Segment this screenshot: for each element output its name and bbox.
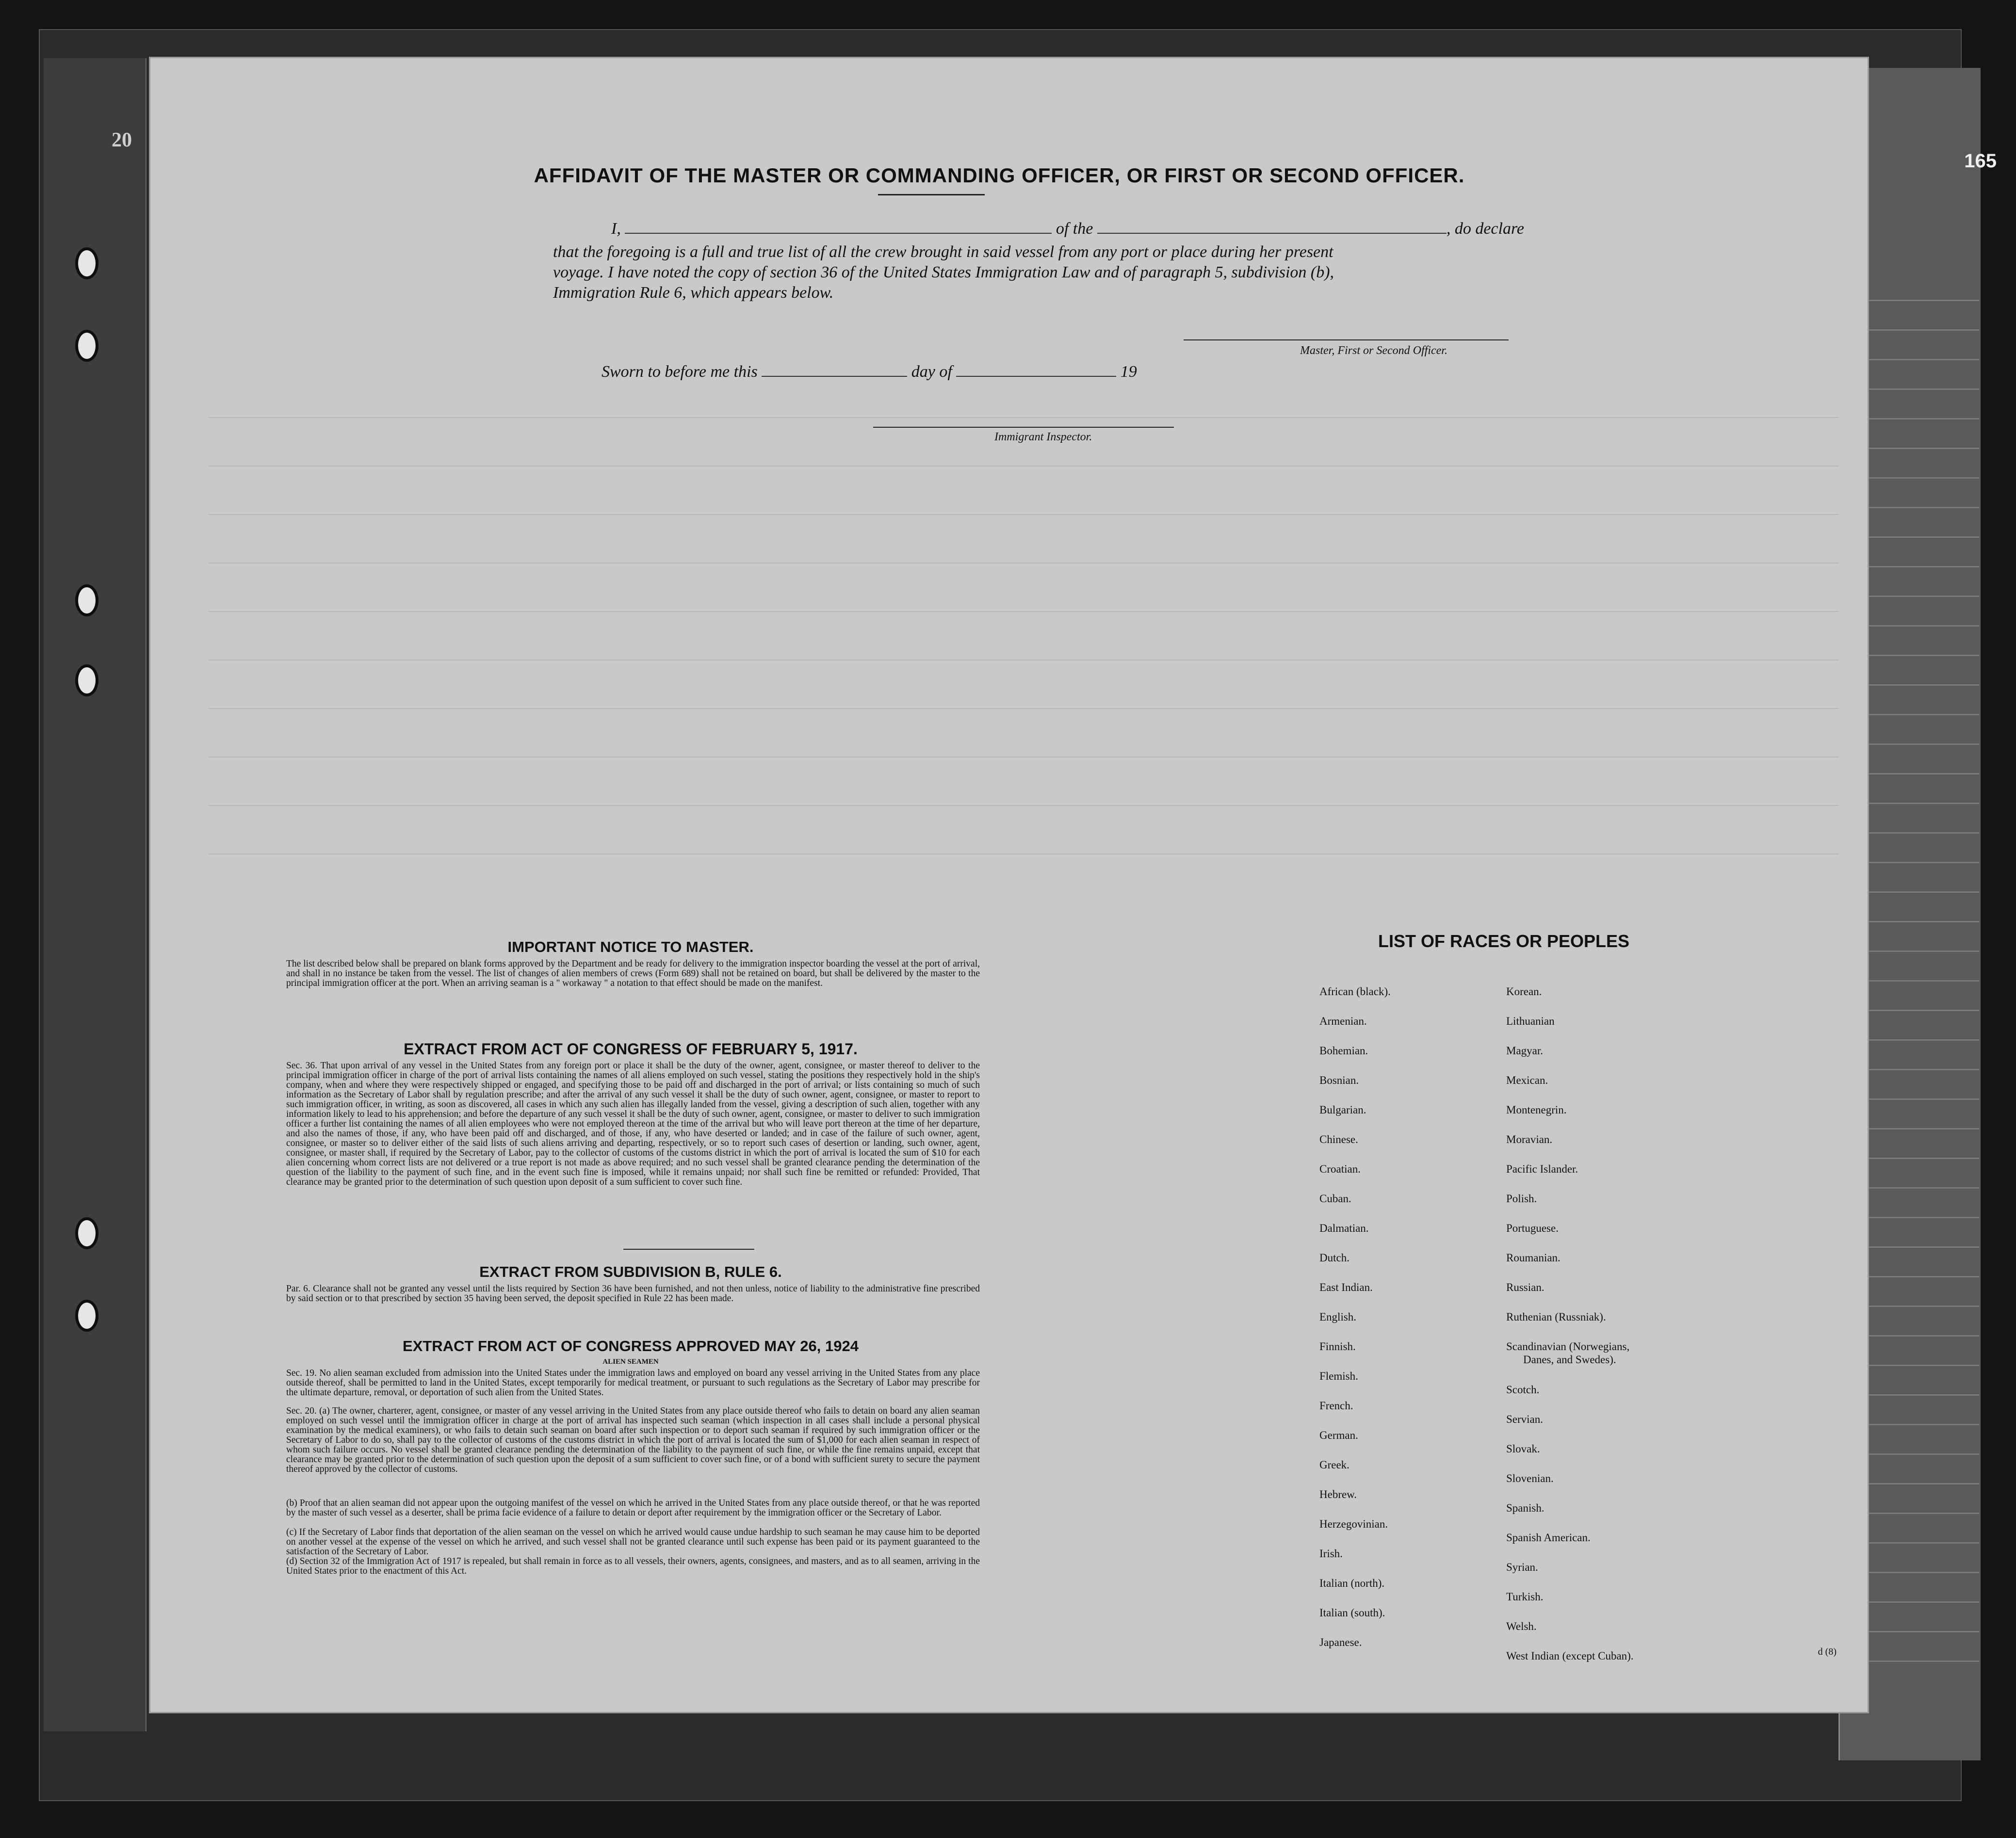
race-left-item: German.: [1319, 1429, 1358, 1441]
race-right-item: Spanish American.: [1506, 1532, 1591, 1544]
race-left-item: Croatian.: [1319, 1163, 1361, 1175]
races-title: LIST OF RACES OR PEOPLES: [1378, 931, 1630, 951]
race-left-item: East Indian.: [1319, 1281, 1373, 1293]
ring-hole-icon: [75, 1300, 98, 1332]
race-left-item: Greek.: [1319, 1459, 1349, 1471]
bleed-through-line: [209, 466, 1838, 467]
race-right-item: Korean.: [1506, 985, 1542, 998]
race-left-item: Dutch.: [1319, 1252, 1349, 1264]
race-right-item: Magyar.: [1506, 1045, 1544, 1057]
day-of-text: day of: [911, 363, 952, 381]
race-left-item: Flemish.: [1319, 1370, 1358, 1382]
bleed-through-line: [209, 563, 1838, 564]
race-left-item: Finnish.: [1319, 1340, 1356, 1353]
extract-rule6-body: Par. 6. Clearance shall not be granted any vessel until the lists required by Section 36 have been furnished, and not then unless, notice of liability to the administrative fine prescribed by said section or to that prescribed by section 35 having been served, the deposit specified in Rule 22 has been made.: [286, 1284, 980, 1304]
race-left-item: Armenian.: [1319, 1015, 1367, 1027]
binder-strip: [44, 58, 146, 1731]
extract-1924-title: EXTRACT FROM ACT OF CONGRESS APPROVED MAY 26, 1924: [403, 1338, 859, 1354]
race-left-item: Herzegovinian.: [1319, 1518, 1388, 1530]
affidavit-i: I,: [611, 220, 621, 238]
extract-1924-sec20c: (c) If the Secretary of Labor finds that deportation of the alien seaman on the vessel on which he arrived would cause undue hardship to such seaman he may cause him to be deported on another vessel at the expense of the vessel on which he arrived, and such vessel shall not be granted clearance until such expense has been paid or its payment guaranteed to the satisfaction of the Secretary of Labor.: [286, 1527, 980, 1557]
race-right-item: Turkish.: [1506, 1591, 1544, 1603]
race-left-item: Cuban.: [1319, 1193, 1351, 1205]
name-blank: [625, 218, 1052, 234]
left-margin-number: 20: [112, 129, 132, 151]
ring-hole-icon: [75, 330, 98, 362]
notice-title: IMPORTANT NOTICE TO MASTER.: [507, 938, 754, 955]
race-right-item: Welsh.: [1506, 1620, 1537, 1632]
notice-body: The list described below shall be prepared on blank forms approved by the Department and be ready for delivery to the immigration inspector boarding the vessel at the port of arrival, and shall in no instance be taken from the vessel. The list of changes of alien members of crews (Form 689) shall not be retained on board, but shall be delivered by the master to the principal immigration officer at the port. When an arriving seaman is a " workaway " a notation to that effect should be made on the manifest.: [286, 959, 980, 988]
ring-hole-icon: [75, 664, 98, 696]
race-right-item: Moravian.: [1506, 1133, 1553, 1145]
affidavit-of-the: of the: [1056, 220, 1093, 238]
affidavit-line-1: [611, 218, 1678, 240]
signature-label: Master, First or Second Officer.: [1300, 344, 1447, 357]
manifest-page: [150, 58, 1868, 1712]
race-right-item: Scotch.: [1506, 1384, 1540, 1396]
race-right-item: Spanish.: [1506, 1502, 1545, 1514]
affidavit-line-2: that the foregoing is a full and true list of all the crew brought in said vessel from any port or place during her present: [553, 243, 1333, 261]
affidavit-title: AFFIDAVIT OF THE MASTER OR COMMANDING OFFICER, OR FIRST OR SECOND OFFICER.: [534, 164, 1465, 187]
race-right-item: Slovenian.: [1506, 1472, 1554, 1484]
race-right-item: Scandinavian (Norwegians,: [1506, 1340, 1630, 1353]
extract-1924-sec20a: Sec. 20. (a) The owner, charterer, agent, consignee, or master of any vessel arriving in the United States from any place outside thereof who fails to detain on board any alien seaman employed on such vessel until the immigration officer in charge at the port of arrival has inspected such seaman (which inspection in all cases shall include a personal physical examination by the medical examiners), or who fails to detain such seaman on board after such inspection or to deport such seaman if required by such immigration officer or the Secretary of Labor to do so, shall pay to the collector of customs of the customs district in which the port of arrival is located the sum of $1,000 for each alien seaman in respect of whom such failure occurs. No vessel shall be granted clearance pending the determination of the liability to the payment of such fine, or while the fine remains unpaid, except that clearance may be granted prior to the determination of such question upon the deposit of a sum sufficient to cover such fine, or of a bond with sufficient surety to secure the payment thereof approved by the collector of customs.: [286, 1406, 980, 1474]
sworn-text: Sworn to before me this: [602, 363, 758, 381]
race-right-item: Syrian.: [1506, 1561, 1538, 1573]
race-left-item: Bulgarian.: [1319, 1104, 1366, 1116]
race-right-item: West Indian (except Cuban).: [1506, 1650, 1634, 1662]
bleed-through-line: [209, 854, 1838, 855]
race-left-item: Italian (south).: [1319, 1607, 1385, 1619]
race-left-item: Bosnian.: [1319, 1074, 1359, 1086]
year-prefix: 19: [1120, 363, 1137, 381]
form-reference: d (8): [1818, 1646, 1837, 1657]
ring-hole-icon: [75, 584, 98, 616]
race-left-item: Irish.: [1319, 1548, 1343, 1560]
race-right-item: Ruthenian (Russniak).: [1506, 1311, 1606, 1323]
race-right-item: Slovak.: [1506, 1443, 1540, 1455]
day-blank: [762, 361, 907, 377]
race-left-item: Japanese.: [1319, 1636, 1362, 1648]
race-left-item: African (black).: [1319, 985, 1391, 998]
extract-1924-sec19: Sec. 19. No alien seaman excluded from admission into the United States under the immigration laws and employed on board any vessel arriving in the United States from any place outside thereof, shall be permitted to land in the United States, except temporarily for medical treatment, or pursuant to such regulations as the Secretary of Labor may prescribe for the ultimate departure, removal, or deportation of such alien from the United States.: [286, 1368, 980, 1398]
inspector-label: Immigrant Inspector.: [994, 431, 1092, 443]
race-right-item: Lithuanian: [1506, 1015, 1555, 1027]
ring-hole-icon: [75, 247, 98, 279]
affidavit-line-3: voyage. I have noted the copy of section 36 of the United States Immigration Law and of paragraph 5, subdivision (b),: [553, 263, 1334, 281]
extract-1924-subtitle: ALIEN SEAMEN: [602, 1358, 659, 1366]
bleed-through-line: [209, 514, 1838, 515]
extract-1924-sec20d: (d) Section 32 of the Immigration Act of 1917 is repealed, but shall remain in force as to all vessels, their owners, agents, consignees, and masters, and as to all seamen, arriving in the United States prior to the enactment of this Act.: [286, 1556, 980, 1576]
race-right-item: Servian.: [1506, 1413, 1544, 1425]
ring-hole-icon: [75, 1217, 98, 1249]
race-left-item: Italian (north).: [1319, 1577, 1385, 1589]
sworn-line: [602, 361, 1281, 383]
affidavit-declare: , do declare: [1446, 220, 1525, 238]
bleed-through-line: [209, 417, 1838, 418]
extract-1924-sec20b: (b) Proof that an alien seaman did not appear upon the outgoing manifest of the vessel on which he arrived in the United States from any place outside thereof, or that he was reported by the master of such vessel as a deserter, shall be prima facie evidence of a failure to detain or deport after requirement by the immigration officer or the Secretary of Labor.: [286, 1498, 980, 1518]
race-left-item: French.: [1319, 1400, 1353, 1412]
section-divider: [623, 1249, 754, 1250]
month-blank: [956, 361, 1116, 377]
race-scandinavian-cont: Danes, and Swedes).: [1523, 1354, 1616, 1366]
race-right-item: Mexican.: [1506, 1074, 1548, 1086]
extract-1917-body: Sec. 36. That upon arrival of any vessel in the United States from any foreign port or place it shall be the duty of the owner, agent, consignee, or master thereof to deliver to the principal immigration officer in charge of the port of arrival lists containing the names of all aliens employed on such vessel, stating the positions they respectively hold in the ship's company, when and where they were respectively shipped or engaged, and specifying those to be paid off and discharged in the port of arrival; or lists containing so much of such information as the Secretary of Labor shall by regulation prescribe; and after the arrival of any such vessel it shall be the duty of such owner, agent, consignee, or master to report to such immigration officer, in writing, as soon as discovered, all cases in which any such alien has illegally landed from the vessel, giving a description of such alien, together with any information likely to lead to his apprehension; and before the departure of any such vessel it shall be the duty of such owner, agent, consignee, or master to deliver to such immigration officer a further list containing the names of all alien employees who were not employed thereon at the time of the arrival but who will leave port thereon at the time of her departure, and also the names of those, if any, who have been paid off and discharged, and of those, if any, who have deserted or landed; and in case of the failure of such owner, agent, consignee, or master so to deliver either of the said lists of such aliens arriving and departing, respectively, or so to report such cases of desertion or landing, such owner, agent, consignee, or master shall, if required by the Secretary of Labor, pay to the collector of customs of the customs district in which the port of arrival is located the sum of $10 for each alien concerning whom correct lists are not delivered or a true report is not made as above required; and no such vessel shall be granted clearance pending the determination of the question of the liability to the payment of such fine, and in the event such fine is imposed, while it remains unpaid; nor shall such fine be remitted or refunded: Provided, That clearance may be granted prior to the determination of such question upon deposit of a sum sufficient to cover such fine.: [286, 1061, 980, 1187]
inspector-line: [873, 427, 1174, 428]
race-left-item: Chinese.: [1319, 1133, 1358, 1145]
race-left-item: Hebrew.: [1319, 1488, 1357, 1500]
race-right-item: Montenegrin.: [1506, 1104, 1567, 1116]
race-right-item: Pacific Islander.: [1506, 1163, 1578, 1175]
race-right-item: Portuguese.: [1506, 1222, 1559, 1234]
bleed-through-line: [209, 611, 1838, 612]
race-right-item: Russian.: [1506, 1281, 1545, 1293]
race-right-item: Roumanian.: [1506, 1252, 1561, 1264]
extract-rule6-title: EXTRACT FROM SUBDIVISION B, RULE 6.: [479, 1263, 782, 1280]
race-left-item: English.: [1319, 1311, 1357, 1323]
title-rule: [878, 194, 985, 195]
bleed-through-line: [209, 660, 1838, 661]
bleed-through-line: [209, 805, 1838, 806]
race-right-item: Polish.: [1506, 1193, 1537, 1205]
extract-1917-title: EXTRACT FROM ACT OF CONGRESS OF FEBRUARY 5, 1917.: [404, 1040, 858, 1058]
race-left-item: Dalmatian.: [1319, 1222, 1369, 1234]
vessel-blank: [1097, 218, 1447, 234]
race-left-item: Bohemian.: [1319, 1045, 1368, 1057]
signature-line: [1184, 339, 1509, 340]
bleed-through-line: [209, 757, 1838, 758]
page-number: 165: [1964, 150, 1997, 172]
affidavit-line-4: Immigration Rule 6, which appears below.: [553, 284, 834, 302]
bleed-through-line: [209, 708, 1838, 709]
